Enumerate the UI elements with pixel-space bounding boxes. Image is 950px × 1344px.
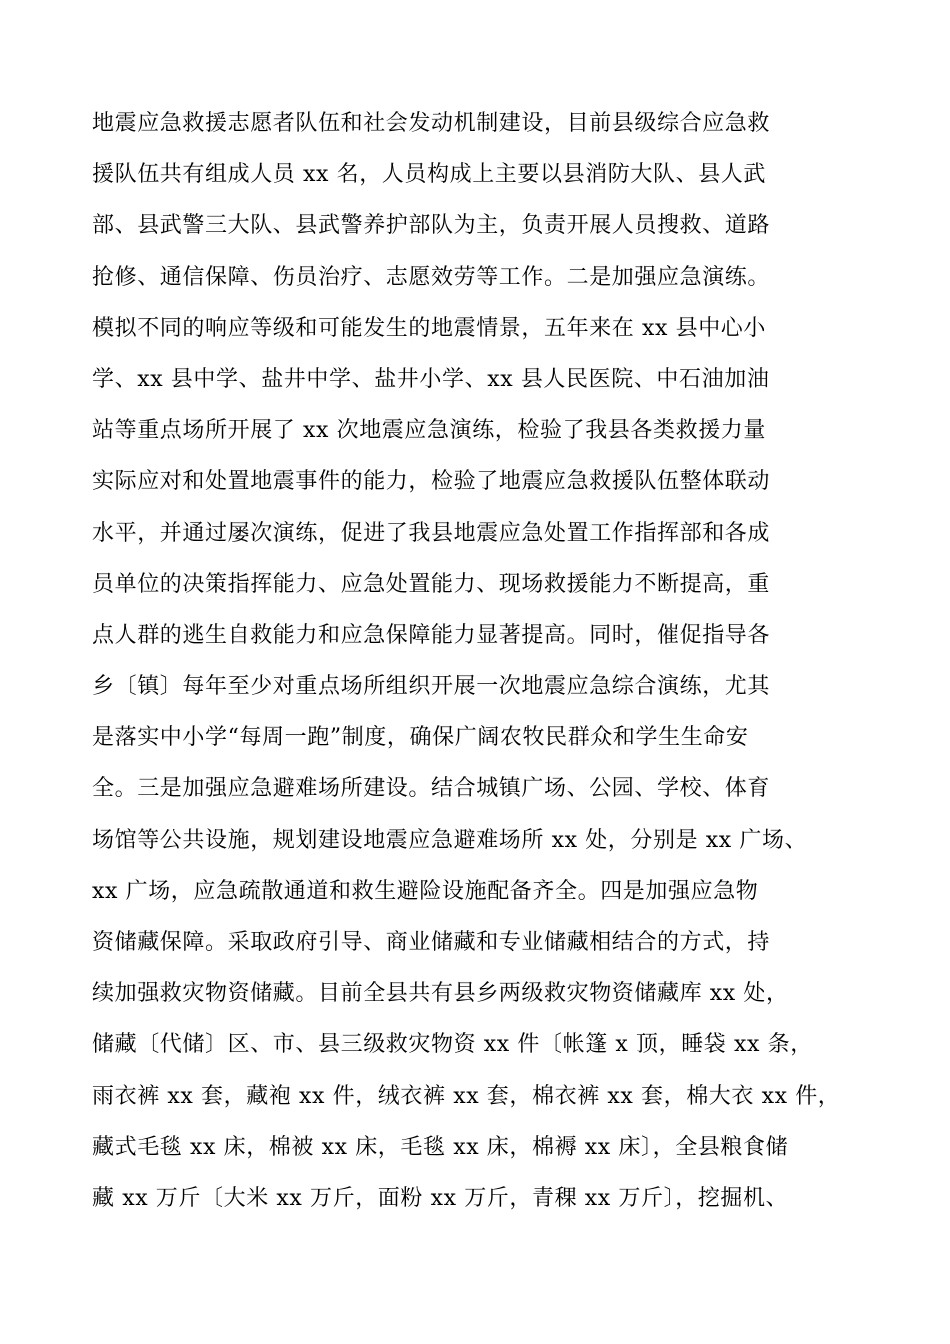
- body-text: [92, 98, 882, 1224]
- text-line: 全。三是加强应急避难场所建设。结合城镇广场、公园、学校、体育: [92, 776, 771, 802]
- text-line: 部、县武警三大队、县武警养护部队为主，负责开展人员搜救、道路: [92, 213, 771, 239]
- text-line: 乡〔镇〕每年至少对重点场所组织开展一次地震应急综合演练，尤其: [92, 674, 771, 700]
- text-line: 地震应急救援志愿者队伍和社会发动机制建设，目前县级综合应急救: [92, 111, 771, 136]
- text-line: 点人群的逃生自救能力和应急保障能力显著提高。同时，催促指导各: [92, 622, 771, 648]
- text-line: 续加强救灾物资储藏。目前全县共有县乡两级救灾物资储藏库 xx 处，: [92, 981, 789, 1007]
- text-line: 站等重点场所开展了 xx 次地震应急演练，检验了我县各类救援力量: [92, 418, 767, 444]
- text-line: 水平，并通过屡次演练，促进了我县地震应急处置工作指挥部和各成: [92, 520, 771, 546]
- text-line: 储藏〔代储〕区、市、县三级救灾物资 xx 件〔帐篷 x 顶，睡袋 xx 条，: [92, 1032, 813, 1058]
- text-line: 藏 xx 万斤〔大米 xx 万斤，面粉 xx 万斤，青稞 xx 万斤〕，挖掘机、: [92, 1185, 789, 1211]
- text-line: 场馆等公共设施，规划建设地震应急避难场所 xx 处，分别是 xx 广场、: [92, 827, 808, 853]
- text-line: 实际应对和处置地震事件的能力，检验了地震应急救援队伍整体联动: [92, 469, 771, 495]
- text-line: 援队伍共有组成人员 xx 名，人员构成上主要以县消防大队、县人武: [92, 162, 767, 188]
- text-line: 雨衣裤 xx 套，藏袍 xx 件，绒衣裤 xx 套，棉衣裤 xx 套，棉大衣 xx 件，: [92, 1083, 841, 1109]
- text-line: 资储藏保障。采取政府引导、商业储藏和专业储藏相结合的方式，持: [92, 930, 771, 955]
- text-line: xx 广场，应急疏散通道和救生避险设施配备齐全。四是加强应急物: [92, 878, 759, 904]
- text-line: 模拟不同的响应等级和可能发生的地震情景，五年来在 xx 县中心小: [92, 315, 767, 341]
- text-line: 藏式毛毯 xx 床，棉被 xx 床，毛毯 xx 床，棉褥 xx 床〕，全县粮食储: [92, 1134, 789, 1160]
- text-line: 学、xx 县中学、盐井中学、盐井小学、xx 县人民医院、中石油加油: [92, 366, 770, 392]
- text-line: 是落实中小学“每周一跑”制度，确保广阔农牧民群众和学生生命安: [92, 725, 749, 751]
- text-line: 抢修、通信保障、伤员治疗、志愿效劳等工作。二是加强应急演练。: [92, 264, 771, 290]
- text-line: 员单位的决策指挥能力、应急处置能力、现场救援能力不断提高，重: [92, 571, 771, 597]
